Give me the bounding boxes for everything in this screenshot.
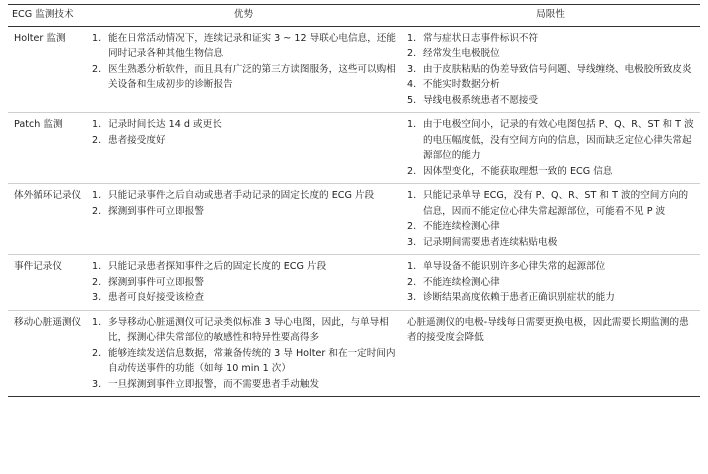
header-technique: ECG 监测技术 — [8, 5, 86, 27]
item-number: 2. — [92, 134, 102, 146]
item-text: 常与症状日志事件标识不符 — [423, 32, 539, 44]
item-number: 3. — [407, 292, 417, 303]
list-item — [405, 117, 696, 164]
table-row — [8, 184, 700, 255]
list-item — [405, 315, 696, 346]
header-advantages: 优势 — [86, 5, 401, 27]
limitations-list — [405, 117, 696, 179]
list-item — [90, 346, 397, 377]
limitations-list — [405, 315, 696, 346]
limitations-list — [405, 31, 696, 109]
limitations-cell — [401, 113, 700, 184]
header-limitations: 局限性 — [401, 5, 700, 27]
list-item — [405, 188, 696, 219]
advantages-list — [90, 259, 397, 306]
list-item — [90, 275, 397, 291]
item-text: 探测到事件可立即报警 — [108, 276, 204, 288]
technique-cell: Patch 监测 — [8, 113, 86, 184]
item-number: 1. — [407, 119, 417, 130]
item-text: 经常发生电极脱位 — [423, 48, 500, 59]
item-text: 只能记录患者探知事件之后的固定长度的 ECG 片段 — [108, 261, 327, 272]
list-item — [405, 219, 696, 235]
limitations-list — [405, 259, 696, 306]
list-item — [405, 290, 696, 306]
header-row — [8, 5, 700, 27]
item-text: 患者可良好接受该检查 — [108, 292, 204, 303]
technique-cell: 事件记录仪 — [8, 255, 86, 311]
item-text: 诊断结果高度依赖于患者正确识别症状的能力 — [423, 292, 615, 303]
advantages-cell — [86, 113, 401, 184]
item-number: 2. — [92, 63, 102, 75]
item-number: 3. — [92, 378, 102, 390]
item-number: 2. — [92, 347, 102, 359]
advantages-cell — [86, 26, 401, 113]
item-number: 1. — [92, 119, 102, 130]
item-number: 2. — [92, 205, 102, 217]
list-item — [90, 117, 397, 133]
item-number: 2. — [407, 221, 417, 232]
list-item — [90, 62, 397, 93]
list-item — [90, 133, 397, 149]
advantages-list — [90, 188, 397, 219]
limitations-cell — [401, 310, 700, 397]
advantages-cell — [86, 255, 401, 311]
advantages-cell — [86, 184, 401, 255]
item-number: 1. — [92, 316, 102, 328]
item-text: 患者接受度好 — [108, 134, 166, 146]
list-item — [90, 188, 397, 204]
item-number: 3. — [407, 236, 417, 248]
item-number: 2. — [407, 48, 417, 59]
list-item — [90, 204, 397, 220]
list-item — [405, 31, 696, 47]
item-number: 2. — [407, 165, 417, 177]
table-row — [8, 26, 700, 113]
item-number: 2. — [92, 276, 102, 288]
list-item — [405, 46, 696, 62]
advantages-list — [90, 315, 397, 393]
item-number: 1. — [407, 190, 417, 201]
list-item — [405, 93, 696, 109]
item-number: 1. — [92, 32, 102, 44]
list-item — [90, 31, 397, 62]
list-item — [405, 62, 696, 78]
item-number: 1. — [92, 261, 102, 272]
item-text: 一旦探测到事件立即报警，而不需要患者手动触发 — [108, 378, 320, 390]
limitations-list — [405, 188, 696, 250]
item-number: 1. — [407, 261, 417, 272]
item-text: 心脏遥测仪的电极-导线每日需要更换电极，因此需要长期监测的患者的接受度会降低 — [407, 316, 689, 343]
item-number: 3. — [407, 63, 417, 75]
list-item — [405, 275, 696, 291]
item-text: 不能连续检测心律 — [423, 221, 500, 232]
ecg-comparison-table — [8, 4, 700, 397]
item-number: 2. — [407, 276, 417, 288]
list-item — [405, 164, 696, 180]
item-text: 不能实时数据分析 — [423, 79, 500, 90]
item-number: 5. — [407, 94, 417, 106]
table-row — [8, 255, 700, 311]
item-text: 不能连续检测心律 — [423, 276, 500, 288]
advantages-cell — [86, 310, 401, 397]
item-text: 由于皮肤粘贴的伪差导致信号问题、导线缠绕、电极胶所致皮炎 — [423, 63, 692, 75]
item-text: 能在日常活动情况下，连续记录和证实 3 ~ 12 导联心电信息，还能同时记录各种其他生物信息 — [108, 32, 396, 59]
item-number: 1. — [92, 190, 102, 201]
item-number: 1. — [407, 32, 417, 44]
item-text: 探测到事件可立即报警 — [108, 205, 204, 217]
item-text: 单导设备不能识别许多心律失常的起源部位 — [423, 261, 606, 272]
item-number: 3. — [92, 292, 102, 303]
list-item — [405, 235, 696, 251]
item-text: 由于电极空间小，记录的有效心电图包括 P、Q、R、ST 和 T 波的电压幅度低，没有空间方向的信息，因而缺乏定位心律失常起源部位的能力 — [423, 119, 694, 161]
technique-cell: 移动心脏遥测仪 — [8, 310, 86, 397]
list-item — [405, 259, 696, 275]
limitations-cell — [401, 255, 700, 311]
list-item — [90, 377, 397, 393]
item-text: 因体型变化，不能获取理想一致的 ECG 信息 — [423, 165, 613, 177]
technique-cell: Holter 监测 — [8, 26, 86, 113]
item-text: 导线电极系统患者不愿接受 — [423, 94, 539, 106]
list-item — [90, 259, 397, 275]
item-number: 4. — [407, 79, 417, 90]
item-text: 医生熟悉分析软件，而且具有广泛的第三方读图服务，这些可以购相关设备和生成初步的诊断报告 — [108, 63, 396, 90]
table-row — [8, 310, 700, 397]
list-item — [90, 290, 397, 306]
item-text: 多导移动心脏遥测仪可记录类似标准 3 导心电图，因此，与单导相比，探测心律失常部位的敏感性和特异性要高得多 — [108, 316, 389, 343]
advantages-list — [90, 31, 397, 93]
limitations-cell — [401, 184, 700, 255]
list-item — [90, 315, 397, 346]
item-text: 只能记录事件之后自动或患者手动记录的固定长度的 ECG 片段 — [108, 190, 375, 201]
table-row — [8, 113, 700, 184]
item-text: 只能记录单导 ECG，没有 P、Q、R、ST 和 T 波的空间方向的信息，因而不能定位心律失常起源部位，可能看不见 P 波 — [423, 190, 689, 217]
item-text: 记录时间长达 14 d 或更长 — [108, 119, 222, 130]
item-text: 记录期间需要患者连续粘贴电极 — [423, 236, 558, 248]
list-item — [405, 77, 696, 93]
limitations-cell — [401, 26, 700, 113]
advantages-list — [90, 117, 397, 148]
item-text: 能够连续发送信息数据，常兼备传统的 3 导 Holter 和在一定时间内自动传送事件的功能（如每 10 min 1 次） — [108, 347, 396, 374]
technique-cell: 体外循环记录仪 — [8, 184, 86, 255]
